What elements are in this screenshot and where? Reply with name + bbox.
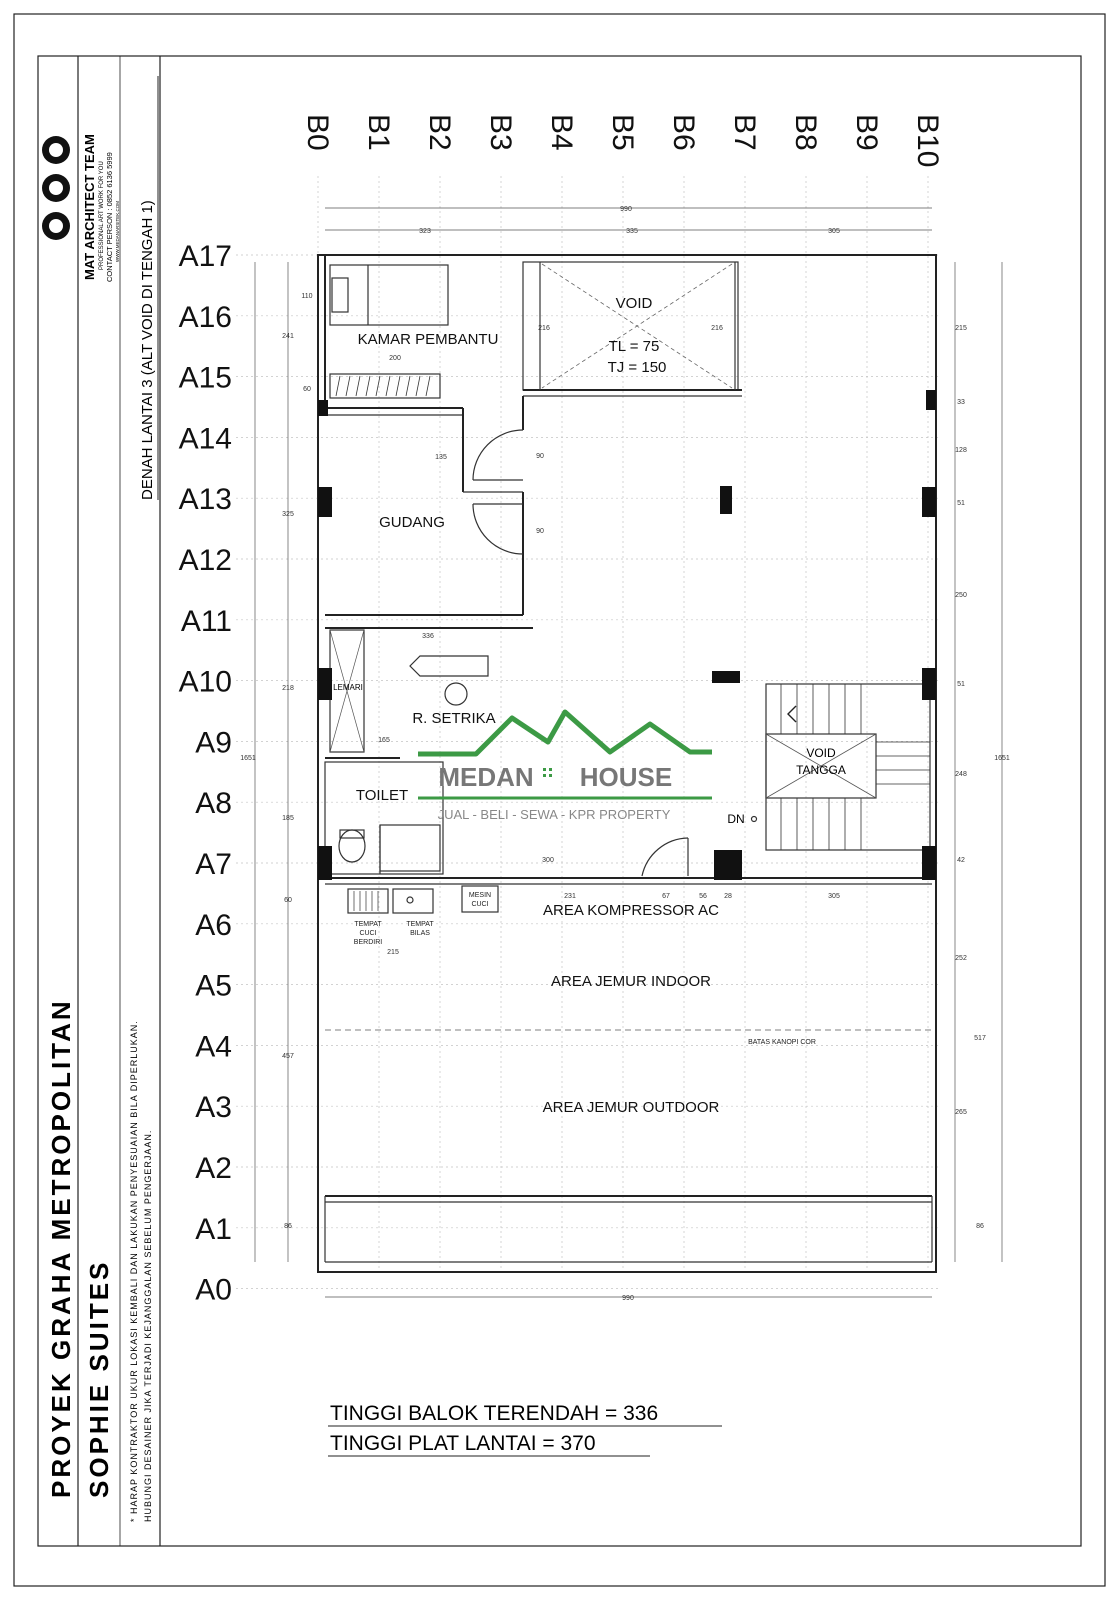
dim-990-top: 990: [620, 206, 632, 213]
grid-column-label: B8: [789, 114, 822, 151]
grid-row-label: A3: [195, 1091, 232, 1125]
tempat-cuci-label-3: BERDIRI: [353, 939, 383, 946]
dim-323: 323: [419, 228, 431, 235]
dim-51-b: 51: [957, 681, 965, 688]
grid-row-label: A12: [178, 544, 232, 577]
dim-60: 60: [303, 386, 311, 393]
grid-row-label: A2: [195, 1152, 232, 1185]
lemari-label: LEMARI: [333, 683, 363, 692]
firm-logo: [42, 136, 70, 240]
dim-185: 185: [282, 815, 294, 822]
void-area: [523, 262, 742, 396]
tinggi-plat-label: TINGGI PLAT LANTAI = 370: [330, 1432, 596, 1455]
dim-135: 135: [435, 454, 447, 461]
dim-216-a: 216: [538, 325, 550, 332]
dim-67: 67: [662, 893, 670, 900]
grid-column-label: B5: [606, 114, 639, 151]
dim-252: 252: [955, 955, 967, 962]
dim-517: 517: [974, 1035, 986, 1042]
dim-28: 28: [724, 893, 732, 900]
mesin-cuci-label-2: CUCI: [471, 901, 489, 908]
void-tangga-label-1: VOID: [806, 746, 836, 760]
door-swing-a7: [642, 838, 688, 876]
project-subtitle: SOPHIE SUITES: [84, 1259, 114, 1498]
grid-row-label: A6: [195, 908, 232, 942]
note-line-2: HUBUNGI DESAINER JIKA TERJADI KEJANGGALAN SEBELUM PENGERJAAN.: [143, 1129, 153, 1522]
dim-215-lower: 215: [387, 949, 399, 956]
gudang-label: GUDANG: [379, 514, 445, 531]
dim-51-a: 51: [957, 500, 965, 507]
watermark: [418, 712, 712, 822]
dim-60-lower: 60: [284, 897, 292, 904]
grid-row-label: A5: [195, 969, 232, 1003]
grid-row-label: A8: [195, 787, 232, 821]
dim-128: 128: [955, 447, 967, 454]
tempat-cuci-label-1: TEMPAT: [354, 921, 382, 928]
dim-33: 33: [957, 399, 965, 406]
r-setrika-label: R. SETRIKA: [412, 710, 496, 727]
dim-42: 42: [957, 857, 965, 864]
firm-contact: CONTACT PERSON : 0852 6136 5999: [105, 152, 114, 282]
void-tangga-label-2: TANGGA: [796, 763, 846, 777]
project-title: PROYEK GRAHA METROPOLITAN: [46, 998, 76, 1498]
dim-265: 265: [955, 1109, 967, 1116]
dim-90-a: 90: [536, 453, 544, 460]
area-kompressor-label: AREA KOMPRESSOR AC: [543, 902, 719, 919]
grid-column-label: B4: [545, 114, 578, 151]
dim-325: 325: [282, 511, 294, 518]
dim-200: 200: [389, 355, 401, 362]
grid-column-label: B9: [850, 114, 883, 151]
dim-241: 241: [282, 333, 294, 340]
grid-column-label: B0: [301, 114, 334, 151]
watermark-name-left: MEDAN: [438, 762, 534, 792]
dim-336: 336: [422, 633, 434, 640]
grid-column-label: B3: [484, 114, 517, 151]
grid-row-label: A15: [178, 361, 232, 395]
grid-row-label: A0: [195, 1273, 232, 1307]
dim-165: 165: [378, 737, 390, 744]
grid-column-label: B10: [911, 114, 944, 168]
mesin-cuci-label-1: MESIN: [468, 892, 492, 899]
batas-kanopi-label: BATAS KANOPI COR: [748, 1039, 816, 1046]
dim-305: 305: [828, 228, 840, 235]
dim-90-b: 90: [536, 528, 544, 535]
dim-86-left: 86: [284, 1223, 292, 1230]
void-label: VOID: [615, 295, 653, 312]
grid-row-label: A14: [178, 422, 232, 456]
grid-row-label: A10: [178, 665, 232, 699]
kamar-pembantu-label: KAMAR PEMBANTU: [357, 331, 499, 348]
dim-216-b: 216: [711, 325, 723, 332]
toilet-label: TOILET: [355, 787, 409, 804]
dim-56: 56: [699, 893, 707, 900]
grid-row-label: A7: [195, 848, 232, 881]
grid-row-label: A11: [180, 604, 232, 638]
void-tl-label: TL = 75: [608, 338, 660, 355]
note-line-1: * HARAP KONTRAKTOR UKUR LOKASI KEMBALI DAN LAKUKAN PENYESUAIAN BILA DIPERLUKAN.: [129, 1020, 139, 1522]
dim-215-right: 215: [955, 325, 967, 332]
dim-305-lower: 305: [828, 893, 840, 900]
dim-248: 248: [955, 771, 967, 778]
laundry-area: [348, 886, 498, 946]
tinggi-balok-label: TINGGI BALOK TERENDAH = 336: [330, 1402, 659, 1425]
dn-label: DN: [727, 812, 745, 826]
dim-231: 231: [564, 893, 576, 900]
grid-column-label: B7: [728, 114, 761, 151]
tempat-bilas-label-2: BILAS: [410, 930, 430, 937]
firm-website: WWW.MEDANARSITEK.COM: [115, 201, 120, 262]
dim-110: 110: [301, 293, 313, 300]
dim-250: 250: [955, 592, 967, 599]
dim-86-right: 86: [976, 1223, 984, 1230]
watermark-name-right: HOUSE: [579, 762, 673, 792]
washing-machine: [462, 886, 498, 912]
watermark-tagline: JUAL - BELI - SEWA - KPR PROPERTY: [437, 807, 671, 822]
tempat-cuci-label-2: CUCI: [359, 930, 377, 937]
kamar-pembantu-room: [325, 255, 498, 408]
toilet-bowl: [339, 830, 365, 862]
grid-row-label: A9: [195, 726, 232, 760]
dim-1651-left: 1651: [240, 755, 256, 762]
grid-row-label: A17: [178, 240, 232, 273]
area-jemur-indoor-label: AREA JEMUR INDOOR: [550, 973, 712, 990]
firm-tagline: PROFESSIONAL ART WORK FOR YOU: [99, 161, 105, 270]
dim-218: 218: [282, 685, 294, 692]
grid-row-label: A16: [178, 300, 232, 334]
firm-name: MAT ARCHITECT TEAM: [82, 134, 97, 280]
dim-457: 457: [282, 1053, 294, 1060]
grid-column-label: B6: [667, 114, 700, 151]
area-jemur-outdoor-label: AREA JEMUR OUTDOOR: [542, 1099, 720, 1116]
grid-column-label: B1: [362, 114, 395, 151]
void-tangga-stair: [727, 684, 930, 850]
dim-1651-right: 1651: [994, 755, 1010, 762]
void-tj-label: TJ = 150: [607, 359, 667, 376]
tempat-bilas-label-1: TEMPAT: [406, 921, 434, 928]
gudang-room: [325, 396, 523, 615]
grid-row-label: A1: [195, 1212, 232, 1246]
shower-tray: [380, 825, 440, 871]
toilet-room: [325, 762, 443, 874]
pillow: [332, 278, 348, 312]
stair-arrow-icon: [788, 706, 796, 722]
grid-column-label: B2: [423, 114, 456, 151]
chair: [445, 683, 467, 705]
ironing-board: [410, 656, 488, 676]
dim-300: 300: [542, 857, 554, 864]
dim-990-bottom: 990: [622, 1295, 634, 1302]
drawing-title: DENAH LANTAI 3 (ALT VOID DI TENGAH 1): [139, 200, 156, 500]
dim-335: 335: [626, 228, 638, 235]
r-setrika-room: [325, 628, 533, 758]
grid-row-label: A4: [195, 1030, 232, 1064]
gudang-door-swing-2: [473, 504, 523, 554]
grid-row-label: A13: [178, 483, 232, 517]
